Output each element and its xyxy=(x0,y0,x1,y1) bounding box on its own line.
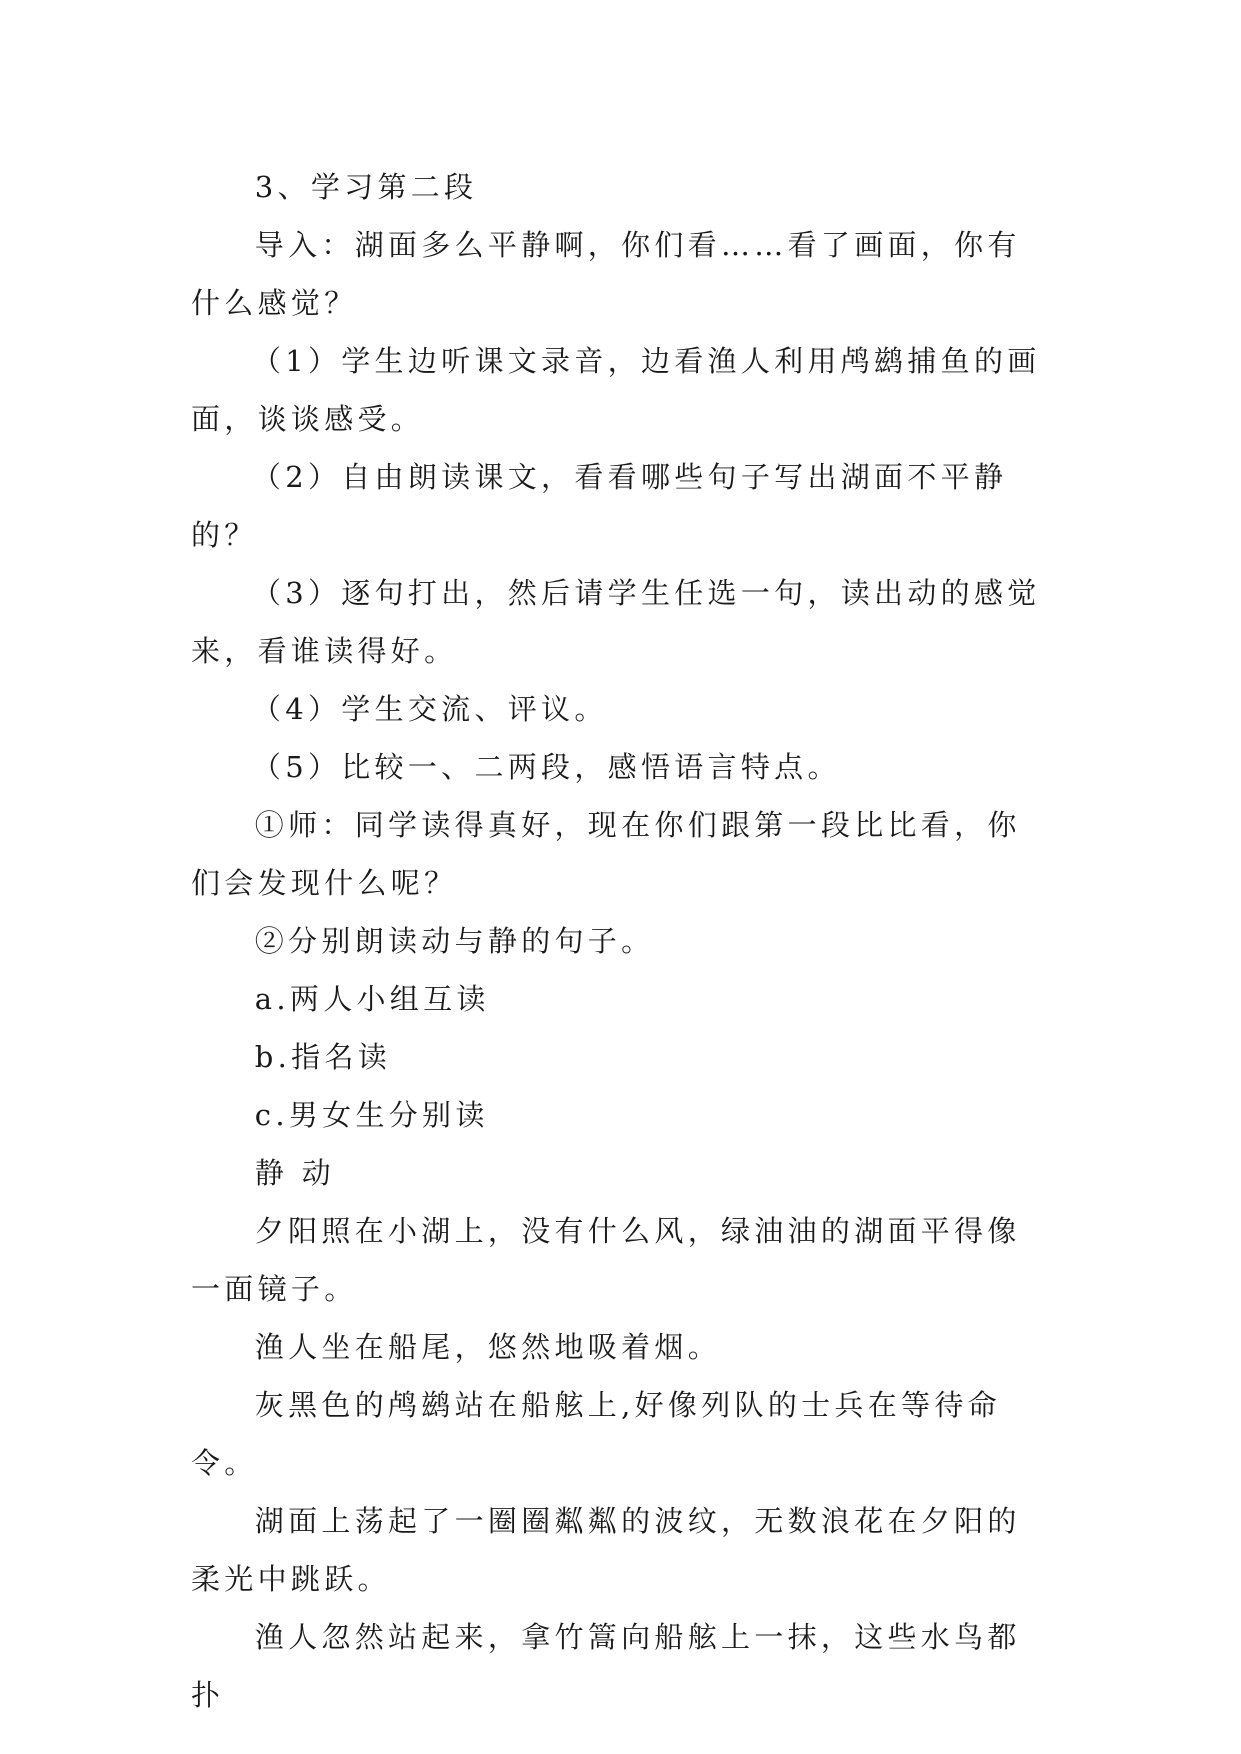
paragraph-step-1: （1）学生边听课文录音，边看渔人利用鸬鹚捕鱼的画面，谈谈感受。 xyxy=(191,344,1041,436)
paragraph-still-moving: 静 动 xyxy=(254,1156,335,1190)
paragraph-intro: 导入：湖面多么平静啊，你们看……看了画面，你有什么感觉？ xyxy=(191,228,1021,320)
document-body xyxy=(191,158,1053,1724)
paragraph-step-3: （3）逐句打出，然后请学生任选一句，读出动的感觉来，看谁读得好。 xyxy=(191,576,1041,668)
paragraph-fisherman: 渔人坐在船尾，悠然地吸着烟。 xyxy=(254,1330,721,1364)
paragraph-cormorants: 灰黑色的鸬鹚站在船舷上,好像列队的士兵在等待命令。 xyxy=(191,1388,1001,1480)
paragraph-item-2: ②分别朗读动与静的句子。 xyxy=(254,924,655,958)
paragraph-item-c: c.男女生分别读 xyxy=(254,1098,489,1132)
paragraph-sunset: 夕阳照在小湖上，没有什么风，绿油油的湖面平得像一面镜子。 xyxy=(191,1214,1021,1306)
paragraph-step-5: （5）比较一、二两段，感悟语言特点。 xyxy=(251,750,841,784)
paragraph-item-1: ①师：同学读得真好，现在你们跟第一段比比看，你们会发现什么呢？ xyxy=(191,808,1021,900)
heading-section-3: 3、学习第二段 xyxy=(254,170,478,204)
paragraph-ripples: 湖面上荡起了一圈圈粼粼的波纹，无数浪花在夕阳的柔光中跳跃。 xyxy=(191,1504,1021,1596)
paragraph-fisherman-stands: 渔人忽然站起来，拿竹篙向船舷上一抹，这些水鸟都扑 xyxy=(191,1620,1021,1712)
paragraph-item-b: b.指名读 xyxy=(254,1040,392,1074)
paragraph-step-4: （4）学生交流、评议。 xyxy=(251,692,608,726)
paragraph-item-a: a.两人小组互读 xyxy=(254,982,490,1016)
paragraph-step-2: （2）自由朗读课文，看看哪些句子写出湖面不平静的？ xyxy=(191,460,1008,552)
